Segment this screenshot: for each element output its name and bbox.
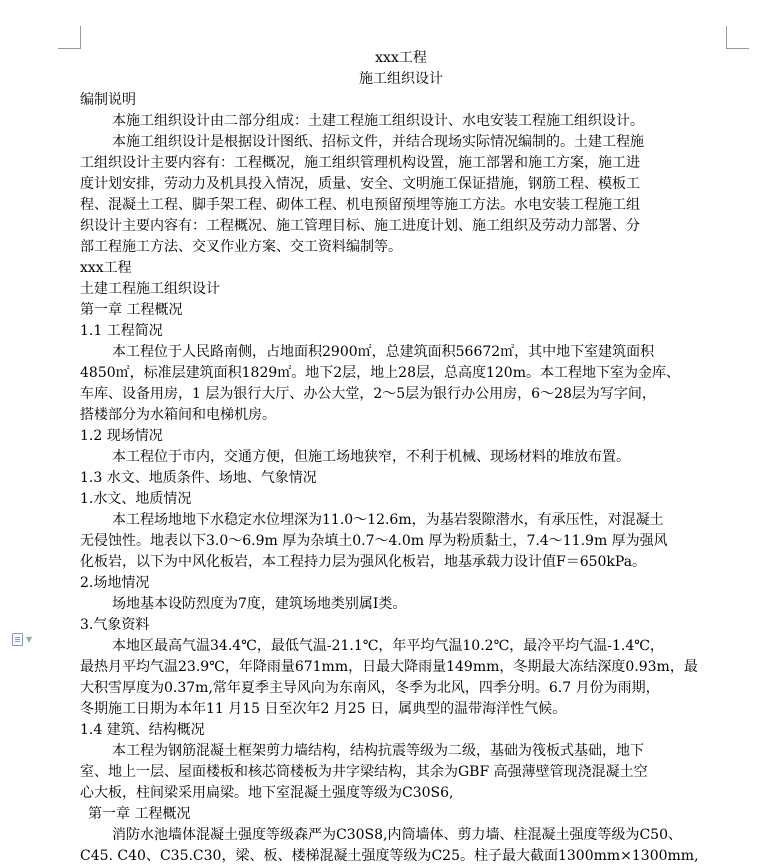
- paragraph-line: 最热月平均气温23.9℃，年降雨量671mm，日最大降雨量149mm，冬期最大冻结深度0.93m，最: [80, 659, 698, 675]
- heading-1-2: 1.2 现场情况: [80, 428, 163, 444]
- paragraph-line: 冬期施工日期为本年11 月15 日至次年2 月25 日，属典型的温带海洋性气候。: [80, 701, 567, 717]
- doc-title: xxx工程: [375, 50, 427, 66]
- paragraph-line: 本工程为钢筋混凝土框架剪力墙结构，结构抗震等级为二级，基础为筏板式基础，地下: [112, 743, 644, 759]
- page-corner-mark-top-right: [726, 26, 749, 49]
- paragraph: 本施工组织设计由二部分组成：土建工程施工组织设计、水电安装工程施工组织设计。: [112, 113, 644, 129]
- document-page: [80, 48, 722, 867]
- section-heading-preface: 编制说明: [80, 92, 136, 108]
- paragraph-line: 消防水池墙体混凝土强度等级森严为C30S8,内筒墙体、剪力墙、柱混凝土强度等级为C50、: [112, 827, 682, 843]
- paragraph-line: 本施工组织设计是根据设计图纸、招标文件，并结合现场实际情况编制的。土建工程施: [112, 134, 644, 150]
- paragraph-line: C45. C40、C35.C30，梁、板、楼梯混凝土强度等级为C25。柱子最大截面1300mm×1300mm,: [80, 848, 699, 864]
- doc-subtitle: 施工组织设计: [359, 71, 443, 87]
- paragraph-line: 程、混凝土工程、脚手架工程、砌体工程、机电预留预埋等施工方法。水电安装工程施工组: [80, 197, 640, 213]
- paragraph-line: 无侵蚀性。地表以下3.0～6.9m 厚为杂填土0.7～4.0m 厚为粉质黏土，7.4～11.9m 厚为强风: [80, 533, 668, 549]
- heading-1-4: 1.4 建筑、结构概况: [80, 722, 205, 738]
- page-corner-mark-top-left: [58, 26, 81, 49]
- document-icon[interactable]: ▼: [12, 632, 42, 648]
- paragraph-line: 室、地上一层、屋面楼板和核芯筒楼板为井字梁结构，其余为GBF 高强薄壁管现浇混凝土空: [80, 764, 648, 780]
- paragraph-line: 部工程施工方法、交叉作业方案、交工资料编制等。: [80, 239, 402, 255]
- subheading-weather: 3.气象资料: [80, 617, 150, 633]
- paragraph-line: 本工程位于人民路南侧，占地面积2900㎡，总建筑面积56672㎡，其中地下室建筑面积: [112, 344, 655, 360]
- heading-1-1: 1.1 工程简况: [80, 323, 163, 339]
- heading-1-3: 1.3 水文、地质条件、场地、气象情况: [80, 470, 317, 486]
- paragraph-line: 化板岩，以下为中风化板岩，本工程持力层为强风化板岩，地基承载力设计值F＝650kPa。: [80, 554, 647, 570]
- heading-chapter-repeat: 第一章 工程概况: [88, 806, 191, 822]
- paragraph-line: 车库、设备用房，1 层为银行大厅、办公大堂，2～5层为银行办公用房，6～28层为写字间，: [80, 386, 656, 402]
- paragraph-line: 本地区最高气温34.4℃，最低气温-21.1℃，年平均气温10.2℃，最冷平均气温-1.4℃，: [112, 638, 664, 654]
- paragraph-line: 搭楼部分为水箱间和电梯机房。: [80, 407, 276, 423]
- paragraph-line: 心大板，柱间梁采用扁梁。地下室混凝土强度等级为C30S6,: [80, 785, 454, 801]
- heading-chapter: 第一章 工程概况: [80, 302, 183, 318]
- paragraph-line: 工组织设计主要内容有：工程概况，施工组织管理机构设置，施工部署和施工方案，施工进: [80, 155, 640, 171]
- heading-project: xxx工程: [80, 260, 132, 276]
- paragraph: 本工程位于市内，交通方便，但施工场地狭窄，不利于机械、现场材料的堆放布置。: [112, 449, 630, 465]
- subheading-hydrology: 1.水文、地质情况: [80, 491, 192, 507]
- heading-design: 土建工程施工组织设计: [80, 281, 220, 297]
- subheading-site: 2.场地情况: [80, 575, 150, 591]
- paragraph-line: 4850㎡，标准层建筑面积1829㎡。地下2层，地上28层，总高度120m。本工程地下室为金库、: [80, 365, 680, 381]
- paragraph-line: 度计划安排，劳动力及机具投入情况，质量、安全、文明施工保证措施，钢筋工程、模板工: [80, 176, 640, 192]
- paragraph: 场地基本设防烈度为7度，建筑场地类别属Ⅰ类。: [112, 596, 407, 612]
- paragraph-line: 大积雪厚度为0.37m,常年夏季主导风向为东南风，冬季为北风，四季分明。6.7 月份为雨期，: [80, 680, 660, 696]
- paragraph-line: 本工程场地地下水稳定水位埋深为11.0～12.6m，为基岩裂隙潜水，有承压性，对混凝土: [112, 512, 664, 528]
- paragraph-line: 织设计主要内容有：工程概况、施工管理目标、施工进度计划、施工组织及劳动力部署、分: [80, 218, 640, 234]
